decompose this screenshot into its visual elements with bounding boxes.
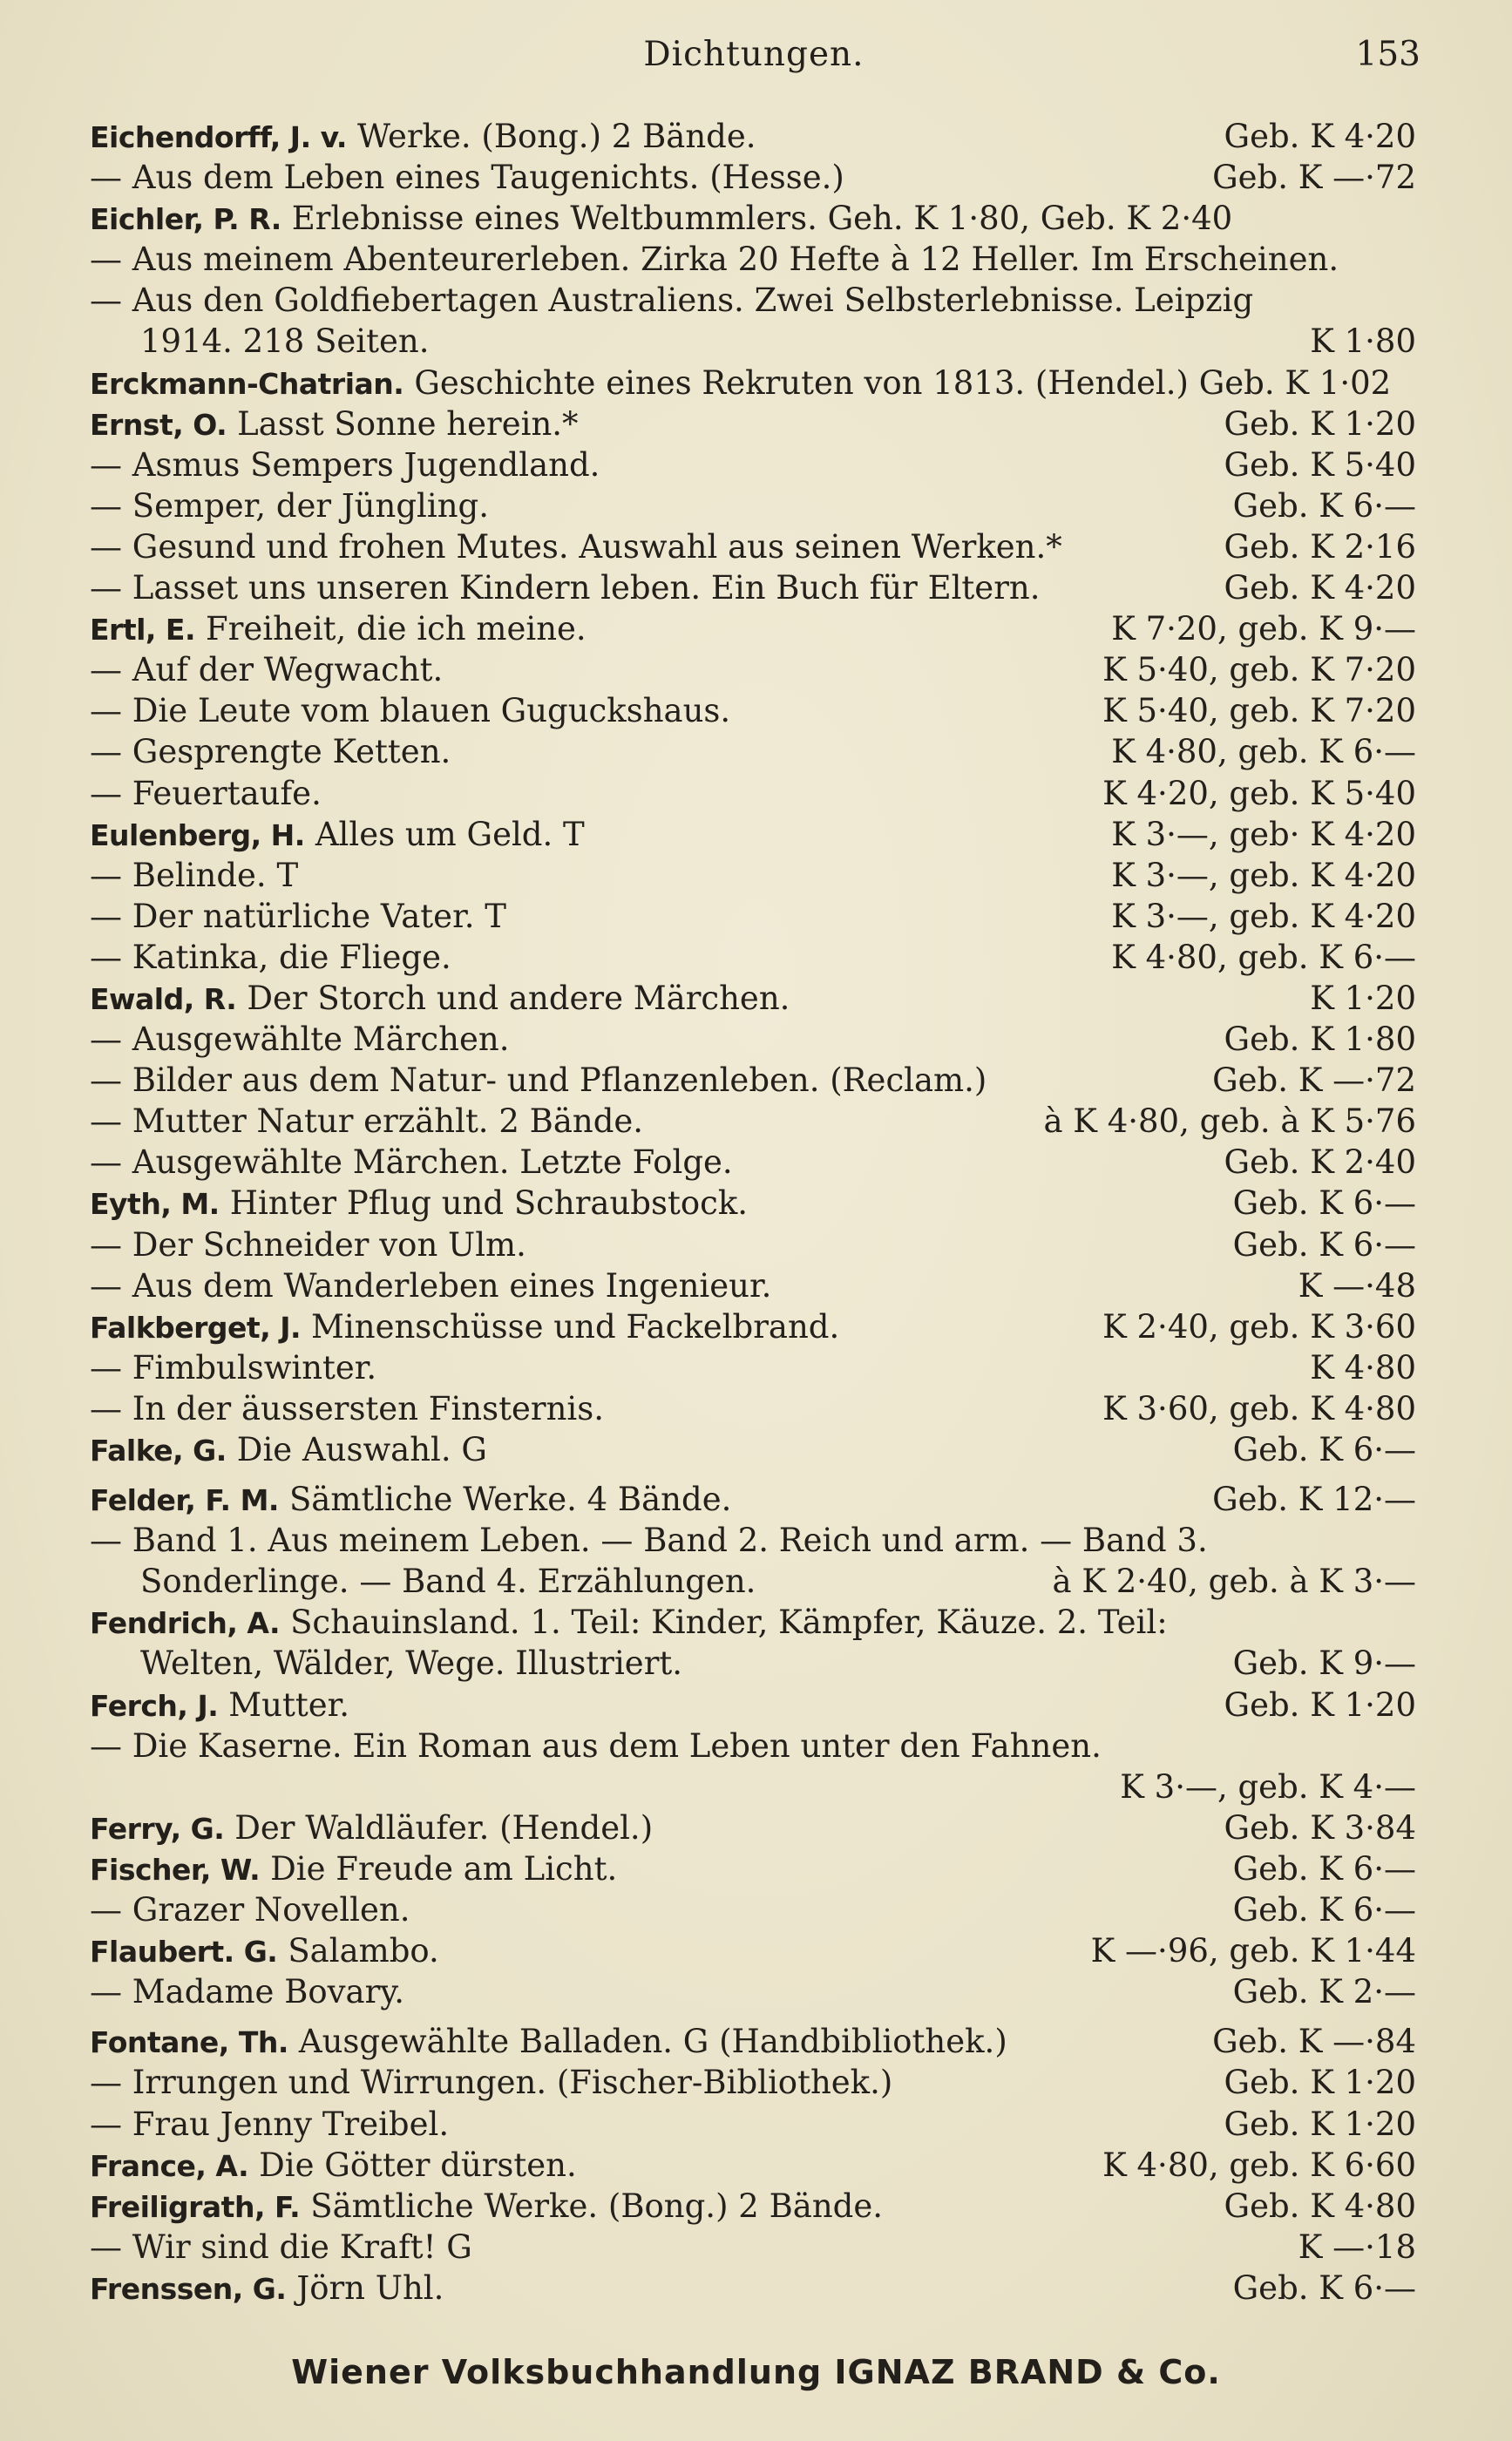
entry-text — [90, 1224, 526, 1265]
entry-text — [90, 978, 790, 1020]
entry-title: — Irrungen und Wirrungen. (Fischer-Bibliothek.) — [90, 2064, 893, 2102]
entry-text — [90, 2268, 444, 2309]
entry-text — [90, 2227, 472, 2268]
entry-text — [90, 1019, 509, 1060]
entry-text — [90, 608, 586, 650]
catalog-entry — [90, 567, 1416, 608]
catalog-entry — [90, 485, 1416, 526]
catalog-entry — [90, 1643, 1416, 1684]
entry-price: Geb. K 3·84 — [1224, 1808, 1416, 1847]
catalog-entry — [90, 444, 1416, 485]
entry-price: K 4·80, geb. K 6·60 — [1102, 2146, 1416, 2184]
entry-price: Geb. K 1·20 — [1224, 1685, 1416, 1724]
publisher-footer: Wiener Volksbuchhandlung IGNAZ BRAND & Co. — [291, 2353, 1221, 2391]
entry-text — [90, 1971, 404, 2012]
entry-text — [90, 731, 451, 772]
entry-text — [90, 1142, 733, 1183]
catalog-entry — [90, 2268, 1416, 2309]
catalog-entry — [90, 1685, 1416, 1726]
catalog-entry — [90, 608, 1416, 649]
page-number: 153 — [1355, 35, 1420, 74]
entry-text — [90, 1429, 487, 1471]
entry-price: Geb. K 4·80 — [1224, 2187, 1416, 2225]
entry-price: K 7·20, geb. K 9·— — [1111, 610, 1416, 648]
entry-price: Geb. K 4·20 — [1224, 118, 1416, 155]
catalog-entry — [90, 1889, 1416, 1930]
catalog-entry — [90, 773, 1416, 814]
entry-price: Geb. K 6·— — [1232, 1431, 1416, 1468]
entry-text — [90, 1889, 410, 1930]
entry-title: Mutter. — [228, 1685, 349, 1724]
entry-text — [90, 2145, 577, 2187]
entry-text — [90, 814, 585, 856]
entry-price: K 3·—, geb. K 4·20 — [1111, 856, 1416, 894]
entry-author: Erckmann-Chatrian. — [90, 366, 404, 401]
entry-price: K 2·40, geb. K 3·60 — [1102, 1307, 1416, 1346]
entry-text — [90, 1848, 617, 1890]
entry-title: — Semper, der Jüngling. — [90, 486, 489, 525]
entry-author: Fendrich, A. — [90, 1606, 281, 1641]
entry-title: Der Waldläufer. (Hendel.) — [234, 1808, 654, 1847]
catalog-entry — [90, 1183, 1416, 1224]
entry-text — [90, 363, 1391, 404]
entry-author: Ertl, E. — [90, 613, 196, 648]
page-header — [87, 35, 1420, 87]
catalog-entry — [90, 1265, 1416, 1306]
entry-text — [90, 937, 451, 978]
catalog-entry — [90, 321, 1416, 362]
entry-text — [90, 1347, 376, 1388]
entry-title: Der Storch und andere Märchen. — [247, 979, 790, 1017]
entry-text — [90, 567, 1040, 608]
entry-price: K 4·80 — [1310, 1348, 1416, 1387]
entry-title: — Madame Bovary. — [90, 1973, 405, 2011]
entry-text — [90, 2021, 1007, 2063]
entry-text — [90, 1685, 349, 1726]
entry-author: Eyth, M. — [90, 1187, 220, 1222]
entry-price: K 1·80 — [1310, 322, 1416, 361]
catalog-entry — [90, 1479, 1416, 1520]
entry-price: Geb. K 5·40 — [1224, 445, 1416, 484]
catalog-entry — [90, 1142, 1416, 1183]
catalog-entry — [90, 363, 1416, 403]
entry-title: — Belinde. T — [90, 856, 299, 894]
entry-text — [90, 2186, 883, 2227]
entry-price: Geb. K 6·— — [1232, 1184, 1416, 1223]
entry-title: — Ausgewählte Märchen. Letzte Folge. — [90, 1143, 733, 1182]
entry-title: — Frau Jenny Treibel. — [90, 2105, 450, 2143]
entry-title: — Wir sind die Kraft! G — [90, 2227, 472, 2266]
entry-title: Jörn Uhl. — [296, 2268, 444, 2307]
entry-price: K —·96, geb. K 1·44 — [1090, 1932, 1416, 1970]
entry-title: — Feuertaufe. — [90, 774, 322, 812]
entry-price: Geb. K 1·20 — [1224, 2105, 1416, 2143]
entry-text — [90, 855, 298, 896]
entry-title: — Katinka, die Fliege. — [90, 938, 451, 976]
entry-price: Geb. K 1·20 — [1224, 2064, 1416, 2102]
entry-author: Ewald, R. — [90, 981, 237, 1016]
catalog-entry — [90, 1388, 1416, 1429]
entry-title: — Der Schneider von Ulm. — [90, 1225, 526, 1264]
entry-text — [90, 1520, 1208, 1561]
entry-title: Die Auswahl. G — [236, 1431, 487, 1468]
entry-author: Fischer, W. — [90, 1852, 261, 1887]
catalog-entry — [90, 937, 1416, 978]
entry-text — [90, 1183, 748, 1224]
entry-price: K 4·80, geb. K 6·— — [1111, 733, 1416, 771]
catalog-entry — [90, 1726, 1416, 1766]
entry-title: Minenschüsse und Fackelbrand. — [311, 1307, 840, 1346]
entry-title: Sonderlinge. — Band 4. Erzählungen. — [140, 1563, 756, 1601]
entry-text — [140, 321, 430, 362]
entry-text — [90, 526, 1062, 567]
entry-title: Die Freude am Licht. — [270, 1849, 618, 1888]
catalog-entry — [90, 1561, 1416, 1602]
entry-text — [90, 1265, 771, 1306]
catalog-entry — [90, 1930, 1416, 1971]
entry-author: Falke, G. — [90, 1434, 227, 1468]
catalog-entry — [90, 2186, 1416, 2227]
entry-text — [90, 1388, 604, 1429]
entry-text — [90, 1479, 731, 1521]
entry-title: — Die Leute vom blauen Guguckshaus. — [90, 692, 731, 730]
catalog-entry — [90, 1766, 1416, 1807]
entry-text — [90, 773, 322, 814]
entry-price: Geb. K 2·16 — [1224, 527, 1416, 566]
catalog-entry — [90, 1807, 1416, 1848]
catalog-entry — [90, 649, 1416, 690]
entry-price: Geb. K —·84 — [1212, 2023, 1416, 2061]
catalog-entry — [90, 814, 1416, 855]
entry-title: — Fimbulswinter. — [90, 1348, 377, 1387]
entry-title: — Bilder aus dem Natur- und Pflanzenleben. (Reclam.) — [90, 1061, 987, 1100]
entry-price: K 3·60, geb. K 4·80 — [1102, 1389, 1416, 1427]
entry-price: Geb. K 4·20 — [1224, 569, 1416, 607]
entry-title: — Grazer Novellen. — [90, 1891, 410, 1929]
entry-title: Ausgewählte Balladen. G (Handbibliothek.) — [298, 2023, 1007, 2061]
entry-text — [90, 2104, 449, 2145]
entry-price: K —·48 — [1298, 1266, 1416, 1305]
entry-title: Alles um Geld. T — [315, 815, 585, 853]
entry-title: — Aus den Goldfiebertagen Australiens. Zwei Selbsterlebnisse. Leipzig — [90, 281, 1254, 320]
entry-price: Geb. K 6·— — [1232, 2268, 1416, 2307]
catalog-entry — [90, 1224, 1416, 1265]
entry-author: Ferry, G. — [90, 1811, 225, 1846]
entry-title: — Die Kaserne. Ein Roman aus dem Leben unter den Fahnen. — [90, 1726, 1102, 1765]
entry-author: Ferch, J. — [90, 1688, 219, 1723]
entry-price: Geb. K 1·80 — [1224, 1020, 1416, 1059]
catalog-entries — [90, 116, 1416, 2309]
entry-author: Eichler, P. R. — [90, 202, 281, 237]
catalog-entry — [90, 978, 1416, 1019]
catalog-entry — [90, 116, 1416, 157]
catalog-entry — [90, 1101, 1416, 1142]
entry-author: Freiligrath, F. — [90, 2189, 301, 2224]
entry-text — [90, 485, 489, 526]
entry-price: Geb. K 6·— — [1232, 486, 1416, 525]
catalog-entry — [90, 280, 1416, 321]
entry-text — [90, 649, 443, 690]
entry-text — [140, 1643, 682, 1684]
entry-text — [90, 1602, 1168, 1644]
entry-text — [90, 1726, 1102, 1766]
entry-author: Falkberget, J. — [90, 1310, 302, 1345]
entry-text — [90, 116, 756, 158]
entry-title: Die Götter dürsten. — [259, 2146, 577, 2184]
catalog-entry — [90, 1602, 1416, 1643]
entry-title: — Lasset uns unseren Kindern leben. Ein Buch für Eltern. — [90, 569, 1041, 607]
entry-price: Geb. K 6·— — [1232, 1849, 1416, 1888]
entry-text — [90, 1807, 653, 1849]
entry-title: — Gesprengte Ketten. — [90, 733, 451, 771]
entry-price: Geb. K 12·— — [1212, 1481, 1416, 1519]
entry-author: Flaubert. G. — [90, 1935, 278, 1970]
entry-title: — Asmus Sempers Jugendland. — [90, 445, 600, 484]
entry-title: Freiheit, die ich meine. — [206, 610, 586, 648]
catalog-entry — [90, 198, 1416, 239]
entry-price: K 3·—, geb. K 4·20 — [1111, 897, 1416, 935]
entry-price: K —·18 — [1298, 2227, 1416, 2266]
entry-price: Geb. K 2·— — [1232, 1973, 1416, 2011]
entry-price: K 4·80, geb. K 6·— — [1111, 938, 1416, 976]
entry-price: Geb. K 6·— — [1232, 1891, 1416, 1929]
entry-text — [90, 2062, 892, 2103]
catalog-entry — [90, 1520, 1416, 1561]
entry-title: — In der äussersten Finsternis. — [90, 1389, 604, 1427]
entry-text — [90, 280, 1253, 321]
entry-title: — Ausgewählte Märchen. — [90, 1020, 510, 1059]
catalog-entry — [90, 2021, 1416, 2062]
catalog-entry — [90, 1429, 1416, 1470]
entry-author: Felder, F. M. — [90, 1483, 279, 1518]
catalog-entry — [90, 2145, 1416, 2186]
catalog-entry — [90, 1019, 1416, 1060]
entry-title: Schauinsland. 1. Teil: Kinder, Kämpfer, Käuze. 2. Teil: — [290, 1604, 1168, 1642]
catalog-entry — [90, 1347, 1416, 1388]
catalog-entry — [90, 855, 1416, 896]
entry-title: — Aus dem Leben eines Taugenichts. (Hesse.) — [90, 159, 844, 197]
entry-text — [90, 1101, 643, 1142]
entry-title: Werke. (Bong.) 2 Bände. — [356, 118, 756, 155]
entry-price: K 5·40, geb. K 7·20 — [1102, 651, 1416, 689]
entry-author: Eulenberg, H. — [90, 817, 305, 852]
catalog-entry — [90, 157, 1416, 198]
entry-title: Sämtliche Werke. 4 Bände. — [288, 1481, 732, 1519]
entry-price: Geb. K —·72 — [1212, 159, 1416, 197]
entry-text — [90, 690, 730, 731]
entry-title: Sämtliche Werke. (Bong.) 2 Bände. — [310, 2187, 883, 2225]
entry-title: Welten, Wälder, Wege. Illustriert. — [140, 1644, 683, 1683]
entry-title: Salambo. — [288, 1932, 439, 1970]
entry-title: — Auf der Wegwacht. — [90, 651, 444, 689]
entry-title: — Gesund und frohen Mutes. Auswahl aus seinen Werken.* — [90, 527, 1062, 566]
entry-text — [90, 1930, 439, 1972]
entry-price: K 3·—, geb· K 4·20 — [1111, 815, 1416, 853]
entry-text — [90, 198, 1232, 240]
catalog-entry — [90, 1971, 1416, 2012]
entry-author: France, A. — [90, 2148, 249, 2183]
entry-title: — Aus dem Wanderleben eines Ingenieur. — [90, 1266, 772, 1305]
catalog-entry — [90, 239, 1416, 280]
entry-title: Geschichte eines Rekruten von 1813. (Hendel.) Geb. K 1·02 — [414, 363, 1392, 402]
entry-text — [90, 157, 844, 198]
catalog-entry — [90, 2104, 1416, 2145]
entry-price: Geb. K 2·40 — [1224, 1143, 1416, 1182]
entry-text — [90, 896, 506, 937]
entry-title: 1914. 218 Seiten. — [140, 322, 430, 361]
catalog-entry — [90, 2227, 1416, 2268]
catalog-entry — [90, 690, 1416, 731]
entry-text — [90, 1306, 839, 1348]
entry-price: K 1·20 — [1310, 979, 1416, 1017]
entry-title: — Band 1. Aus meinem Leben. — Band 2. Reich und arm. — Band 3. — [90, 1522, 1208, 1560]
entry-price: Geb. K —·72 — [1212, 1061, 1416, 1100]
entry-title: Erlebnisse eines Weltbummlers. Geh. K 1·80, Geb. K 2·40 — [291, 200, 1233, 238]
entry-author: Frenssen, G. — [90, 2271, 287, 2306]
entry-price: à K 2·40, geb. à K 3·— — [1052, 1563, 1416, 1601]
catalog-entry — [90, 403, 1416, 444]
catalog-entry — [90, 896, 1416, 937]
entry-text — [90, 1060, 987, 1101]
entry-text — [90, 444, 600, 485]
catalog-entry — [90, 526, 1416, 567]
page-title: Dichtungen. — [643, 35, 864, 74]
entry-text — [140, 1561, 756, 1602]
entry-price: à K 4·80, geb. à K 5·76 — [1043, 1102, 1416, 1141]
entry-title: — Der natürliche Vater. T — [90, 897, 506, 935]
catalog-entry — [90, 1848, 1416, 1889]
entry-price: Geb. K 9·— — [1232, 1644, 1416, 1683]
entry-price: K 3·—, geb. K 4·— — [1120, 1767, 1416, 1806]
entry-price: Geb. K 1·20 — [1224, 404, 1416, 443]
entry-title: Lasst Sonne herein.* — [237, 404, 579, 443]
catalog-entry — [90, 2062, 1416, 2103]
entry-text — [90, 403, 579, 445]
catalog-entry — [90, 1060, 1416, 1101]
entry-title: — Mutter Natur erzählt. 2 Bände. — [90, 1102, 644, 1141]
entry-title: — Aus meinem Abenteurerleben. Zirka 20 Hefte à 12 Heller. Im Erscheinen. — [90, 241, 1339, 279]
entry-author: Ernst, O. — [90, 407, 227, 442]
entry-price: Geb. K 6·— — [1232, 1225, 1416, 1264]
catalog-entry — [90, 1306, 1416, 1347]
entry-price: K 5·40, geb. K 7·20 — [1102, 692, 1416, 730]
entry-price: K 4·20, geb. K 5·40 — [1102, 774, 1416, 812]
entry-author: Eichendorff, J. v. — [90, 120, 347, 154]
entry-author: Fontane, Th. — [90, 2025, 288, 2060]
entry-title: Hinter Pflug und Schraubstock. — [229, 1184, 749, 1223]
catalog-entry — [90, 731, 1416, 772]
entry-text — [90, 239, 1339, 280]
